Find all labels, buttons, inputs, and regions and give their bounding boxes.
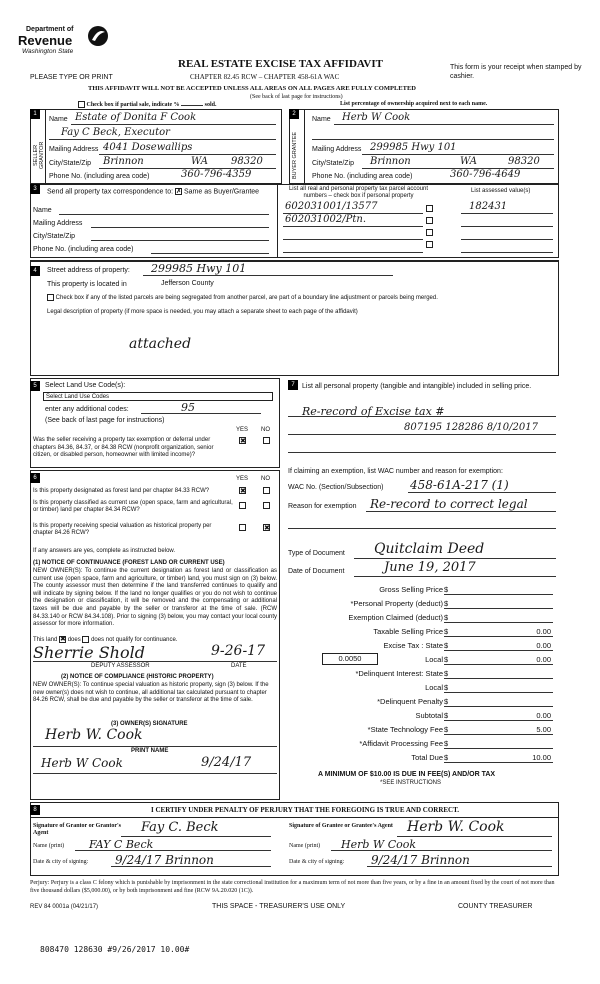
parcel-3-checkbox[interactable] <box>426 229 433 236</box>
seller-zip[interactable]: 98320 <box>231 156 263 167</box>
owner-signature[interactable]: Herb W. Cook <box>45 727 143 743</box>
parcel-header: List all real and personal property tax parcel account numbers – check box if personal property <box>288 186 429 199</box>
s3-name-label: Name <box>33 207 52 214</box>
parcel-4-checkbox[interactable] <box>426 241 433 248</box>
revenue-swoosh-icon <box>86 24 110 48</box>
taxable-value: 0.00 <box>536 627 551 636</box>
certify-statement: I CERTIFY UNDER PENALTY OF PERJURY THAT THE FOREGOING IS TRUE AND CORRECT. <box>151 806 460 814</box>
street-address[interactable]: 299985 Hwy 101 <box>151 262 247 275</box>
notice1-body: NEW OWNER(S): To continue the current designation as forest land or classification as current use (open space, farm and agriculture, or timber) land, you must sign on (3) below. The county assessor must then determine if the land transferred continues to qualify and will indicate by signing below. If the land no longer qualifies or you do not wish to continue the designation or classification, it will be removed and the compensating or additional taxes will be due and payable by the seller or transferor at the time of sale. (RCW 84.33.140 or RCW 84.34.108). Prior to signing (3) below, you may contact your local county assessor for more information. <box>33 568 277 628</box>
land-use-section <box>30 378 280 468</box>
notice2-body: NEW OWNER(S): To continue special valuation as historic property, sign (3) below. If the new owner(s) does not wish to continue, all additional tax calculated pursuant to chapter 84.26 RCW, shall be due and payable by the seller or transferor at the time of sale. <box>33 682 269 704</box>
seller-name2[interactable]: Fay C Beck, Executor <box>61 127 170 138</box>
assessed-1[interactable]: 182431 <box>469 201 508 212</box>
parcel-1[interactable]: 602031001/13577 <box>285 201 378 212</box>
s5-yes-checkbox[interactable]: ✖ <box>240 437 246 445</box>
buyer-section <box>289 109 559 184</box>
q3-yes-checkbox[interactable] <box>239 524 246 531</box>
print-name[interactable]: Herb W Cook <box>41 756 123 770</box>
dept-line2: Revenue <box>18 33 73 48</box>
wac-label: WAC No. (Section/Subsection) <box>288 484 384 491</box>
exemption-row: Exemption Claimed (deduct) $ <box>288 613 553 624</box>
section-number-4: 4 <box>30 266 40 276</box>
seller-name-label: Name <box>49 116 68 123</box>
segregated-checkbox[interactable] <box>47 294 54 301</box>
deputy-label: DEPUTY ASSESSOR <box>91 663 150 669</box>
doc-date-label: Date of Document <box>288 568 345 575</box>
seller-section <box>30 109 282 184</box>
grantee-signature[interactable]: Herb W. Cook <box>407 819 505 835</box>
tech-fee-value: 5.00 <box>536 725 551 734</box>
seller-phone[interactable]: 360-796-4359 <box>181 169 252 180</box>
warning: THIS AFFIDAVIT WILL NOT BE ACCEPTED UNLESS ALL AREAS ON ALL PAGES ARE FULLY COMPLETED <box>88 85 416 92</box>
notice1-title: (1) NOTICE OF CONTINUANCE (FOREST LAND OR CURRENT USE) <box>33 560 225 566</box>
parcel-2-checkbox[interactable] <box>426 217 433 224</box>
section-number-3: 3 <box>30 184 40 194</box>
q1-yes-checkbox[interactable]: ✖ <box>240 487 246 495</box>
s3-mailing-label: Mailing Address <box>33 220 83 227</box>
certification-section <box>30 802 559 876</box>
perjury-statement: Perjury: Perjury is a class C felony which is punishable by imprisonment in the state correctional institution for a maximum term of not more than five years, or by a fine in an amount fixed by the court of not more than five thousand dollars ($5,000.00), or by both imprisonment and fine (RCW 9A.20.020 (1C)). <box>30 880 555 894</box>
form-chapter: CHAPTER 82.45 RCW – CHAPTER 458-61A WAC <box>190 73 340 81</box>
subtotal-value: 0.00 <box>536 711 551 720</box>
land-use-select[interactable]: Select Land Use Codes <box>43 392 273 401</box>
qualify-row: This land ✖ does does not qualify for continuance. <box>33 636 178 644</box>
additional-codes[interactable]: 95 <box>181 401 195 414</box>
doc-type-label: Type of Document <box>288 550 345 557</box>
receipt-note: This form is your receipt when stamped by cashier. <box>450 64 582 80</box>
notice2-title: (2) NOTICE OF COMPLIANCE (HISTORIC PROPERTY) <box>61 674 214 680</box>
section-number-1: 1 <box>30 109 40 119</box>
grantee-name[interactable]: Herb W Cook <box>341 838 417 851</box>
grantor-sig-label: Signature of Grantor or Grantor's Agent <box>33 823 121 836</box>
ownership-note: List percentage of ownership acquired next to each name. <box>340 101 488 107</box>
grantor-name-label: Name (print) <box>33 843 65 849</box>
dor-logo <box>8 22 118 70</box>
wac-number[interactable]: 458-61A-217 (1) <box>410 478 509 492</box>
personal-row: *Personal Property (deduct) $ <box>288 599 553 610</box>
grantee-date-label: Date & city of signing: <box>289 859 345 865</box>
if-yes-note: If any answers are yes, complete as instructed below. <box>33 548 176 554</box>
local-row: 0.0050 Local $ 0.00 <box>288 655 553 666</box>
grantor-date[interactable]: 9/24/17 Brinnon <box>115 853 214 867</box>
seller-city-label: City/State/Zip <box>49 160 92 167</box>
s5-yes-label: YES <box>236 427 249 433</box>
parcel-checkboxes <box>426 205 433 248</box>
buyer-name[interactable]: Herb W Cook <box>342 112 411 123</box>
local-value: 0.00 <box>536 655 551 664</box>
doc-date[interactable]: June 19, 2017 <box>384 560 476 575</box>
treasurer-space: THIS SPACE - TREASURER'S USE ONLY <box>212 903 346 910</box>
q3-no-checkbox[interactable]: ✖ <box>264 524 270 532</box>
historic-question: Is this property receiving special valuation as historical property per chapter 84.26 RCW? <box>33 523 212 536</box>
owner-sig-title: (3) OWNER(S) SIGNATURE <box>111 721 188 727</box>
s5-see-back: (See back of last page for instructions) <box>45 417 165 424</box>
seller-phone-label: Phone No. (including area code) <box>49 173 150 180</box>
personal-property-2[interactable]: 807195 128286 8/10/2017 <box>404 422 538 433</box>
q2-yes-checkbox[interactable] <box>239 502 246 509</box>
personal-property-label: List all personal property (tangible and intangible) included in selling price. <box>302 383 532 390</box>
buyer-phone[interactable]: 360-796-4649 <box>450 169 521 180</box>
segregated-row: Check box if any of the listed parcels are being segregated from another parcel, are part of a boundary line adjustment or parcels being merged. <box>47 294 438 301</box>
seller-state[interactable]: WA <box>191 156 209 167</box>
affidavit-fee-row: *Affidavit Processing Fee $ <box>288 739 553 750</box>
personal-property[interactable]: Re-record of Excise tax # <box>302 405 445 418</box>
additional-codes-label: enter any additional codes: <box>45 406 129 413</box>
seller-mailing[interactable]: 4041 Dosewallips <box>103 142 193 153</box>
current-use-question: Is this property classified as current use (open space, farm and agricultural, or timber) land per chapter 84.34 RCW? <box>33 500 233 513</box>
see-back: (See back of last page for instructions) <box>250 94 343 100</box>
same-as-buyer-checkbox[interactable]: ✗ <box>176 188 182 195</box>
exemption-question: Was the seller receiving a property tax exemption or deferral under chapters 84.36, 84.37, or 84.38 RCW (nonprofit organization, senior citizen, or disabled person, homeowner with limited income)? <box>33 437 214 458</box>
print-name-label: PRINT NAME <box>131 748 169 754</box>
county[interactable]: Jefferson County <box>161 280 214 287</box>
taxable-row: Taxable Selling Price $ 0.00 <box>373 627 551 636</box>
s3-city-label: City/State/Zip <box>33 233 76 240</box>
parcel-2[interactable]: 602031002/Ptn. <box>285 214 366 225</box>
grantor-date-label: Date & city of signing: <box>33 859 89 865</box>
grantor-signature[interactable]: Fay C. Beck <box>141 820 219 835</box>
buyer-phone-label: Phone No. (including area code) <box>312 173 413 180</box>
legal-description[interactable]: attached <box>129 336 192 352</box>
total-row: Total Due $ 10.00 <box>411 753 551 762</box>
form-title: REAL ESTATE EXCISE TAX AFFIDAVIT <box>178 58 383 70</box>
delinquent-local-row: Local $ <box>288 683 553 694</box>
does-not-checkbox[interactable] <box>82 636 89 643</box>
receipt-stamp: 808470 128630 #9/26/2017 10.00# <box>40 945 190 954</box>
excise-state-value: 0.00 <box>536 641 551 650</box>
continuance-section <box>30 470 280 800</box>
seller-city[interactable]: Brinnon <box>103 156 144 167</box>
forest-question: Is this property designated as forest land per chapter 84.33 RCW? <box>33 488 210 494</box>
doc-type[interactable]: Quitclaim Deed <box>374 541 485 557</box>
seller-side-label: SELLER GRANTOR <box>33 141 45 169</box>
buyer-city-label: City/State/Zip <box>312 160 355 167</box>
reason-label: Reason for exemption <box>288 503 357 510</box>
land-use-label: Select Land Use Code(s): <box>45 382 126 389</box>
correspondence-section <box>30 184 559 258</box>
section-number-7: 7 <box>288 380 298 390</box>
form-revision: REV 84 0001a (04/21/17) <box>30 904 99 910</box>
total-value: 10.00 <box>532 753 551 762</box>
q2-no-checkbox[interactable] <box>263 502 270 509</box>
delinquent-state-row: *Delinquent Interest: State $ <box>288 669 553 680</box>
assessed-header: List assessed value(s) <box>471 188 531 194</box>
minimum-note: A MINIMUM OF $10.00 IS DUE IN FEE(S) AND/OR TAX <box>318 771 496 778</box>
partial-sale-row: Check box if partial sale, indicate % sold. <box>78 101 217 108</box>
seller-name[interactable]: Estate of Donita F Cook <box>75 112 197 123</box>
s3-phone-label: Phone No. (including area code) <box>33 246 134 253</box>
county-treasurer: COUNTY TREASURER <box>458 903 533 910</box>
buyer-name-label: Name <box>312 116 331 123</box>
excise-state-row: Excise Tax : State $ 0.00 <box>383 641 551 650</box>
parcel-1-checkbox[interactable] <box>426 205 433 212</box>
exemption-reason[interactable]: Re-record to correct legal <box>370 497 528 511</box>
s5-no-label: NO <box>261 427 270 433</box>
please-type: PLEASE TYPE OR PRINT <box>30 74 113 81</box>
buyer-mailing-label: Mailing Address <box>312 146 362 153</box>
section-number-2: 2 <box>289 109 299 119</box>
section-number-5: 5 <box>30 381 40 391</box>
q1-no-checkbox[interactable] <box>263 487 270 494</box>
grantor-name[interactable]: FAY C Beck <box>89 838 154 851</box>
s5-no-checkbox[interactable] <box>263 437 270 444</box>
delinquent-penalty-row: *Delinquent Penalty $ <box>288 697 553 708</box>
local-rate-box[interactable]: 0.0050 <box>322 653 378 665</box>
assessor-signature[interactable]: Sherrie Shold <box>33 643 145 662</box>
assessor-date[interactable]: 9-26-17 <box>211 643 265 659</box>
grantee-sig-label: Signature of Grantee or Grantee's Agent <box>289 823 393 829</box>
section-number-6: 6 <box>30 473 40 483</box>
grantee-name-label: Name (print) <box>289 843 321 849</box>
s6-no-label: NO <box>261 476 270 482</box>
print-date[interactable]: 9/24/17 <box>201 755 252 770</box>
located-label: This property is located in <box>47 281 127 288</box>
partial-sale-checkbox[interactable] <box>78 101 85 108</box>
grantee-date[interactable]: 9/24/17 Brinnon <box>371 853 470 867</box>
buyer-mailing[interactable]: 299985 Hwy 101 <box>370 142 457 153</box>
dept-line1: Department of <box>26 26 74 33</box>
s6-yes-label: YES <box>236 476 249 482</box>
tech-fee-row: *State Technology Fee $ 5.00 <box>367 725 551 734</box>
street-label: Street address of property: <box>47 267 130 274</box>
gross-row: Gross Selling Price $ <box>288 585 553 596</box>
section-number-8: 8 <box>30 805 40 815</box>
property-section <box>30 260 559 376</box>
exemption-label: If claiming an exemption, list WAC number and reason for exemption: <box>288 468 503 475</box>
send-label: Send all property tax correspondence to: ✗ Same as Buyer/Grantee <box>47 188 260 196</box>
buyer-side-label: BUYER GRANTEE <box>292 131 298 179</box>
subtotal-row: Subtotal $ 0.00 <box>415 711 551 720</box>
buyer-state[interactable]: WA <box>460 156 478 167</box>
date-label: DATE <box>231 663 247 669</box>
does-checkbox[interactable]: ✖ <box>60 636 66 643</box>
legal-label: Legal description of property (if more space is needed, you may attach a separate sheet to each page of the affidavit) <box>47 309 358 315</box>
dept-line3: Washington State <box>22 48 74 55</box>
see-instructions: *SEE INSTRUCTIONS <box>380 780 442 786</box>
buyer-city[interactable]: Brinnon <box>370 156 411 167</box>
buyer-zip[interactable]: 98320 <box>508 156 540 167</box>
seller-mailing-label: Mailing Address <box>49 146 99 153</box>
